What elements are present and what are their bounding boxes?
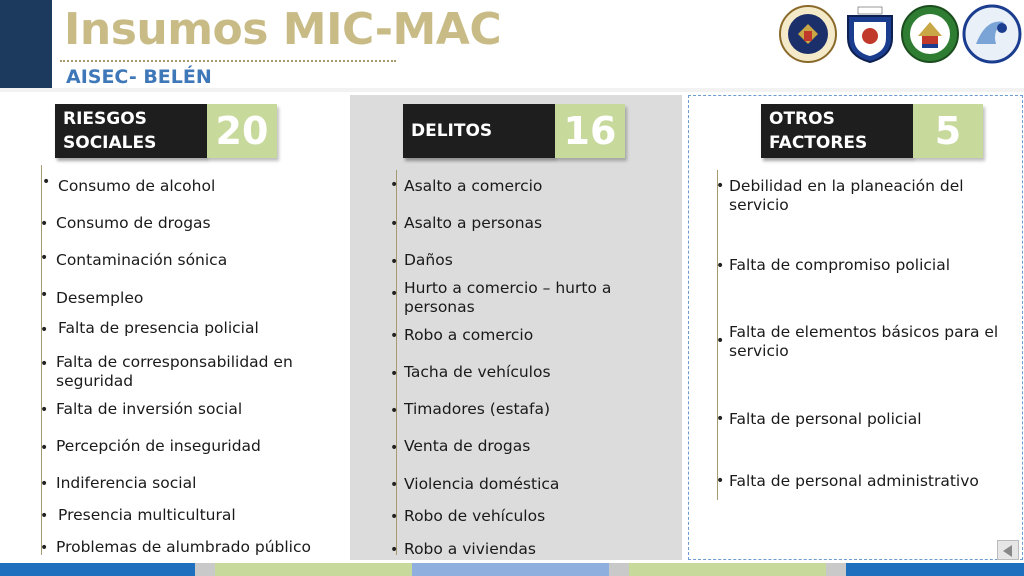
list-item: Falta de inversión social [56, 400, 243, 418]
footer-color-band [0, 563, 1024, 576]
bullet-dot: • [390, 509, 399, 525]
delitos-label: DELITOS [403, 104, 555, 158]
list-item: Falta de personal policial [729, 410, 922, 428]
bullet-dot: • [40, 250, 49, 266]
corner-block [0, 0, 52, 88]
us-embassy-seal-logo [778, 4, 838, 64]
list-item: Asalto a personas [404, 214, 543, 232]
list-item: Presencia multicultural [58, 506, 236, 524]
page-title: Insumos MIC-MAC [64, 4, 502, 55]
aisec-logo [962, 4, 1022, 64]
bullet-dot: • [40, 356, 49, 372]
list-item: Venta de drogas [404, 437, 531, 455]
list-item: Robo de vehículos [404, 507, 546, 525]
list-item: Hurto a comercio – hurto a personas [404, 279, 612, 316]
fuerza-publica-logo [840, 4, 900, 64]
list-item: Asalto a comercio [404, 177, 543, 195]
bullet-dot: • [390, 366, 399, 382]
list-item: Consumo de alcohol [58, 177, 216, 195]
list-item: Desempleo [56, 289, 144, 307]
bullet-dot: • [40, 540, 49, 556]
bullet-dot: • [390, 286, 399, 302]
bullet-dot: • [716, 411, 725, 427]
bullet-dot: • [716, 178, 725, 194]
bullet-dot: • [390, 477, 399, 493]
header-band [0, 88, 1024, 92]
page-subtitle: AISEC- BELÉN [66, 66, 212, 88]
bullet-dot: • [716, 258, 725, 274]
list-item: Tacha de vehículos [404, 363, 551, 381]
bullet-dot: • [390, 254, 399, 270]
list-item: Falta de corresponsabilidad en seguridad [56, 353, 293, 390]
riesgos-sociales-label: RIESGOS SOCIALES [55, 104, 207, 158]
bullet-dot: • [42, 174, 51, 190]
bullet-dot: • [390, 216, 399, 232]
list-item: Falta de compromiso policial [729, 256, 951, 274]
riesgos-sociales-count: 20 [207, 104, 277, 158]
otros-factores-count: 5 [913, 104, 983, 158]
list-item: Consumo de drogas [56, 214, 211, 232]
bullet-dot: • [390, 177, 399, 193]
bullet-dot: • [390, 440, 399, 456]
list-item: Robo a comercio [404, 326, 534, 344]
list-item: Indiferencia social [56, 474, 197, 492]
bullet-dot: • [716, 473, 725, 489]
list-item: Debilidad en la planeación del servicio [729, 177, 964, 214]
list-item: Contaminación sónica [56, 251, 228, 269]
list-item: Timadores (estafa) [404, 400, 551, 418]
previous-slide-button[interactable] [997, 540, 1019, 560]
bullet-dot: • [390, 328, 399, 344]
list-item: Falta de presencia policial [58, 319, 259, 337]
list-item: Falta de elementos básicos para el servicio [729, 323, 999, 360]
list-item: Falta de personal administrativo [729, 472, 979, 490]
bullet-dot: • [40, 216, 49, 232]
otros-factores-label: OTROS FACTORES [761, 104, 913, 158]
bullet-dot: • [716, 333, 725, 349]
bullet-dot: • [40, 476, 49, 492]
dios-y-patria-seal-logo [900, 4, 960, 64]
bullet-dot: • [390, 403, 399, 419]
list-item: Robo a viviendas [404, 540, 536, 558]
list-item: Daños [404, 251, 453, 269]
list-item: Percepción de inseguridad [56, 437, 261, 455]
logo-strip [778, 4, 1024, 66]
title-underline [60, 60, 396, 62]
bullet-dot: • [40, 287, 49, 303]
bullet-dot: • [40, 440, 49, 456]
bullet-dot: • [40, 322, 49, 338]
bullet-dot: • [390, 542, 399, 558]
list-item: Violencia doméstica [404, 475, 560, 493]
bullet-dot: • [40, 402, 49, 418]
list-item: Problemas de alumbrado público [56, 538, 311, 556]
bullet-dot: • [40, 508, 49, 524]
delitos-count: 16 [555, 104, 625, 158]
